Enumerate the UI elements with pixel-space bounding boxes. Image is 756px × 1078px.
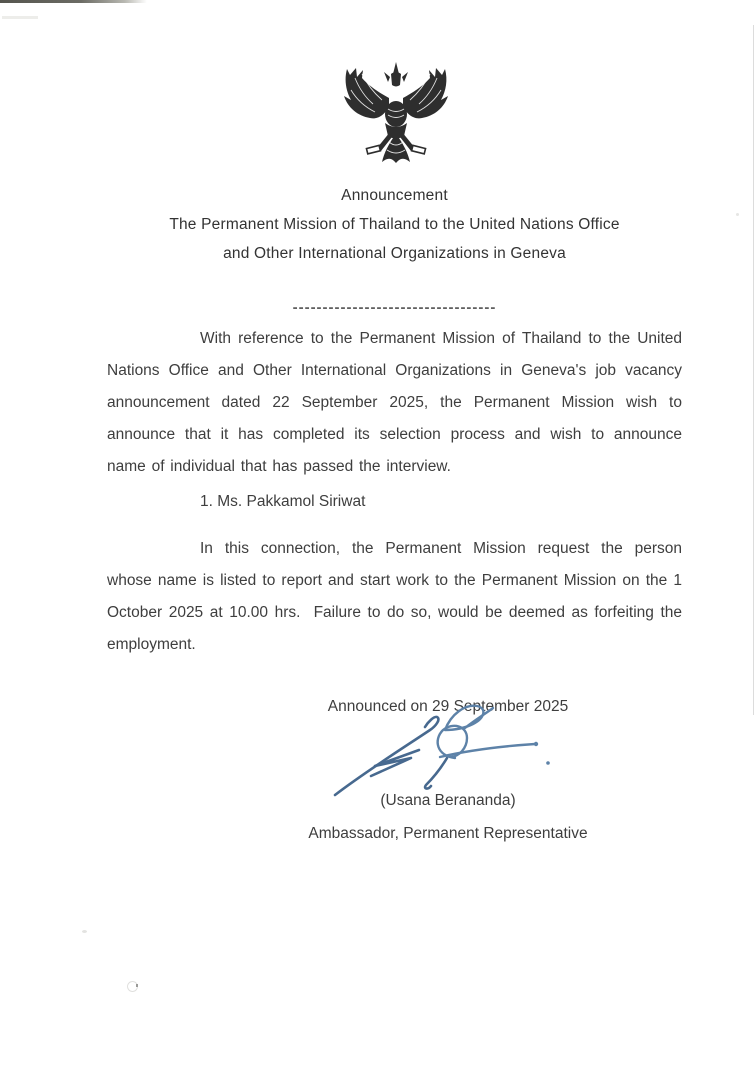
dashed-separator: ----------------------------------	[292, 299, 497, 316]
paragraph-2: In this connection, the Permanent Mission request the person whose name is listed to report and start work to the Permanent Mission on the 1 October 2025 at 10.00 hrs. Failure to do so, would be deemed as forfeiting the employment.	[107, 540, 688, 653]
title-block	[107, 181, 682, 268]
paragraph-1: With reference to the Permanent Mission of Thailand to the United Nations Office and Other International Organizations in Geneva's job vacancy announcement dated 22 September 2025, the Permanent Mission wish to announce that it has completed its selection process and wish to announce name of individual that has passed the interview.	[107, 330, 688, 475]
document-heading: Announcement	[341, 187, 448, 204]
signature-ink	[295, 700, 580, 800]
org-name-line2: and Other International Organizations in Geneva	[223, 245, 566, 262]
signer-name: (Usana Berananda)	[380, 792, 516, 809]
scan-artifact-smudge	[2, 16, 38, 19]
garuda-emblem-icon	[331, 62, 461, 168]
selected-candidate-item: 1. Ms. Pakkamol Siriwat	[200, 493, 366, 510]
scan-artifact-speck	[736, 213, 739, 216]
scan-artifact-speck	[82, 930, 87, 933]
scan-artifact-ring-dot	[136, 984, 138, 987]
announced-date-line: Announced on 29 September 2025	[327, 698, 569, 715]
scan-artifact-top-streak	[0, 0, 147, 3]
scan-artifact-right-edge	[753, 25, 754, 715]
org-name-line1: The Permanent Mission of Thailand to the United Nations Office	[169, 216, 620, 233]
signer-title: Ambassador, Permanent Representative	[308, 825, 588, 842]
